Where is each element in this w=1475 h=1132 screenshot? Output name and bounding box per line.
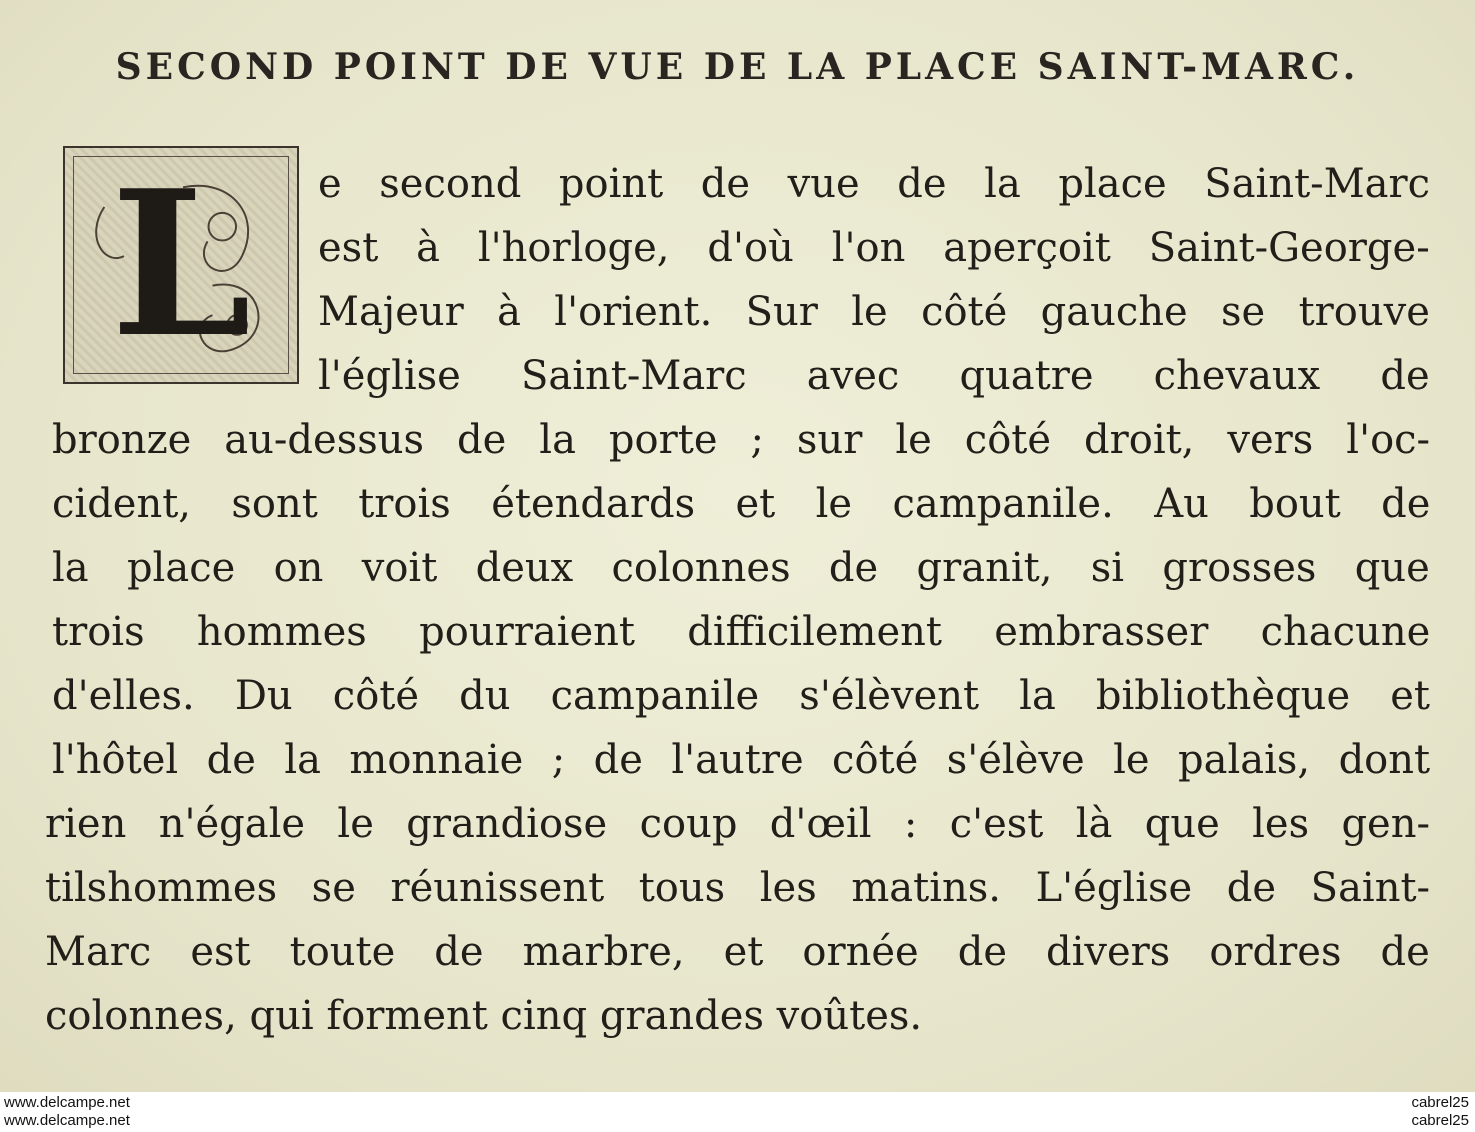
text-line: rien n'égale le grandiose coup d'œil : c'est là que les gen-	[45, 801, 1431, 847]
text-line: la place on voit deux colonnes de granit, si grosses que	[52, 545, 1430, 591]
text-line: d'elles. Du côté du campanile s'élèvent la bibliothèque et	[52, 673, 1430, 719]
text-line: colonnes, qui forment cinq grandes voûtes.	[45, 993, 923, 1039]
watermark-footer	[0, 1092, 1475, 1132]
watermark-right	[1411, 1094, 1469, 1130]
text-line: Marc est toute de marbre, et ornée de divers ordres de	[45, 929, 1430, 975]
page-title: SECOND POINT DE VUE DE LA PLACE SAINT-MARC.	[115, 46, 1360, 88]
watermark-user-1: cabrel25	[1411, 1094, 1469, 1111]
text-line: cident, sont trois étendards et le campanile. Au bout de	[52, 481, 1431, 527]
watermark-user-2: cabrel25	[1411, 1112, 1469, 1129]
text-line: trois hommes pourraient difficilement embrasser chacune	[52, 609, 1431, 655]
text-line: l'hôtel de la monnaie ; de l'autre côté s'élève le palais, dont	[52, 737, 1431, 783]
watermark-site-2: www.delcampe.net	[4, 1112, 130, 1129]
dropcap-letter: L	[110, 147, 252, 382]
text-line: l'église Saint-Marc avec quatre chevaux de	[318, 353, 1430, 399]
text-line: e second point de vue de la place Saint-Marc	[318, 161, 1431, 207]
watermark-left	[4, 1094, 130, 1130]
watermark-site-1: www.delcampe.net	[4, 1094, 130, 1111]
text-line: bronze au-dessus de la porte ; sur le côté droit, vers l'oc-	[52, 417, 1431, 463]
text-line: tilshommes se réunissent tous les matins. L'église de Saint-	[45, 865, 1431, 911]
text-line: Majeur à l'orient. Sur le côté gauche se trouve	[318, 289, 1430, 335]
ornamental-dropcap	[63, 146, 299, 384]
text-line: est à l'horloge, d'où l'on aperçoit Saint-George-	[318, 225, 1430, 271]
